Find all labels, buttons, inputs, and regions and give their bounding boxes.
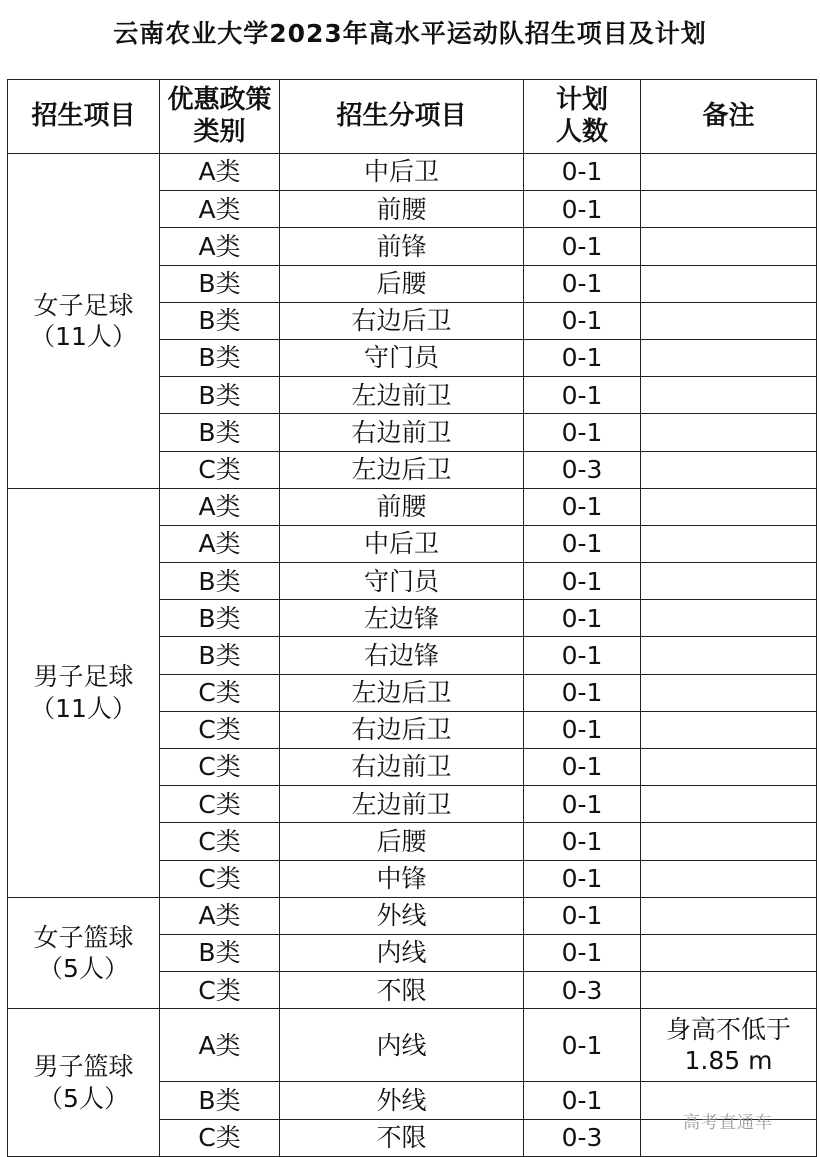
- note-cell: [641, 563, 817, 600]
- project-name: 女子足球: [33, 290, 134, 320]
- subproject-cell: 左边前卫: [280, 786, 524, 823]
- note-cell: [641, 191, 817, 228]
- plan-count-cell: 0-1: [524, 302, 641, 339]
- policy-category-cell: A类: [160, 897, 280, 934]
- policy-category-cell: C类: [160, 972, 280, 1009]
- header-plan: [524, 80, 641, 154]
- note-cell: [641, 265, 817, 302]
- subproject-cell: 前腰: [280, 191, 524, 228]
- note-cell: [641, 488, 817, 525]
- policy-category-cell: B类: [160, 637, 280, 674]
- note-cell: [641, 600, 817, 637]
- policy-category-cell: B类: [160, 600, 280, 637]
- subproject-cell: 左边锋: [280, 600, 524, 637]
- note-cell: [641, 228, 817, 265]
- plan-count-cell: 0-1: [524, 749, 641, 786]
- note-cell: [641, 154, 817, 191]
- plan-count-cell: 0-1: [524, 637, 641, 674]
- subproject-cell: 内线: [280, 934, 524, 971]
- plan-count-cell: 0-1: [524, 823, 641, 860]
- subproject-cell: 前腰: [280, 488, 524, 525]
- plan-count-cell: 0-3: [524, 972, 641, 1009]
- plan-count-cell: 0-1: [524, 1082, 641, 1119]
- note-text: 身高不低于1.85 m: [665, 1015, 791, 1076]
- policy-category-cell: B类: [160, 377, 280, 414]
- plan-count-cell: 0-1: [524, 154, 641, 191]
- subproject-cell: 右边后卫: [280, 711, 524, 748]
- subproject-cell: 中后卫: [280, 525, 524, 562]
- note-cell: [641, 414, 817, 451]
- note-cell: [641, 377, 817, 414]
- project-count: （5人）: [38, 954, 129, 984]
- note-cell: [641, 972, 817, 1009]
- plan-count-cell: 0-1: [524, 674, 641, 711]
- plan-count-cell: 0-1: [524, 711, 641, 748]
- policy-category-cell: B类: [160, 563, 280, 600]
- subproject-cell: 中锋: [280, 860, 524, 897]
- project-count: （11人）: [30, 693, 137, 723]
- policy-category-cell: B类: [160, 934, 280, 971]
- project-name: 女子篮球: [33, 922, 134, 952]
- table-row: [8, 897, 817, 934]
- header-policy-text: 优惠政策类别: [167, 85, 272, 147]
- subproject-cell: 前锋: [280, 228, 524, 265]
- table-row: [8, 1009, 817, 1082]
- plan-count-cell: 0-1: [524, 786, 641, 823]
- header-note: 备注: [641, 80, 817, 154]
- project-cell: [8, 897, 160, 1009]
- plan-count-cell: 0-1: [524, 860, 641, 897]
- subproject-cell: 左边后卫: [280, 674, 524, 711]
- plan-count-cell: 0-1: [524, 525, 641, 562]
- subproject-cell: 内线: [280, 1009, 524, 1082]
- subproject-cell: 右边后卫: [280, 302, 524, 339]
- note-cell: [641, 823, 817, 860]
- plan-count-cell: 0-1: [524, 265, 641, 302]
- note-cell: [641, 339, 817, 376]
- subproject-cell: 右边锋: [280, 637, 524, 674]
- project-count: （11人）: [30, 321, 137, 351]
- admission-plan-table: [7, 79, 817, 1157]
- policy-category-cell: A类: [160, 525, 280, 562]
- plan-count-cell: 0-1: [524, 563, 641, 600]
- project-name: 男子篮球: [33, 1052, 134, 1082]
- note-cell: [641, 786, 817, 823]
- policy-category-cell: C类: [160, 860, 280, 897]
- table-body: [8, 154, 817, 1157]
- header-policy: [160, 80, 280, 154]
- subproject-cell: 外线: [280, 897, 524, 934]
- plan-count-cell: 0-1: [524, 377, 641, 414]
- note-cell: [641, 302, 817, 339]
- subproject-cell: 守门员: [280, 339, 524, 376]
- note-cell: [641, 525, 817, 562]
- plan-count-cell: 0-3: [524, 1119, 641, 1156]
- policy-category-cell: B类: [160, 302, 280, 339]
- subproject-cell: 后腰: [280, 823, 524, 860]
- subproject-cell: 不限: [280, 1119, 524, 1156]
- policy-category-cell: A类: [160, 488, 280, 525]
- plan-count-cell: 0-1: [524, 339, 641, 376]
- subproject-cell: 左边前卫: [280, 377, 524, 414]
- subproject-cell: 右边前卫: [280, 414, 524, 451]
- plan-count-cell: 0-1: [524, 414, 641, 451]
- note-cell: [641, 711, 817, 748]
- policy-category-cell: B类: [160, 414, 280, 451]
- project-name: 男子足球: [33, 662, 134, 692]
- header-plan-text: 计划人数: [555, 85, 608, 147]
- project-count: （5人）: [38, 1083, 129, 1113]
- project-cell: [8, 154, 160, 489]
- policy-category-cell: A类: [160, 154, 280, 191]
- header-subproject: 招生分项目: [280, 80, 524, 154]
- policy-category-cell: A类: [160, 191, 280, 228]
- plan-count-cell: 0-1: [524, 488, 641, 525]
- page-title: 云南农业大学2023年高水平运动队招生项目及计划: [113, 19, 707, 48]
- subproject-cell: 右边前卫: [280, 749, 524, 786]
- plan-count-cell: 0-3: [524, 451, 641, 488]
- plan-count-cell: 0-1: [524, 897, 641, 934]
- table-row: [8, 488, 817, 525]
- policy-category-cell: C类: [160, 711, 280, 748]
- policy-category-cell: C类: [160, 786, 280, 823]
- policy-category-cell: B类: [160, 1082, 280, 1119]
- policy-category-cell: A类: [160, 1009, 280, 1082]
- note-cell: [641, 1009, 817, 1082]
- project-cell: [8, 488, 160, 897]
- policy-category-cell: C类: [160, 1119, 280, 1156]
- plan-count-cell: 0-1: [524, 600, 641, 637]
- plan-count-cell: 0-1: [524, 934, 641, 971]
- policy-category-cell: A类: [160, 228, 280, 265]
- note-cell: [641, 860, 817, 897]
- note-cell: [641, 674, 817, 711]
- note-cell: [641, 749, 817, 786]
- subproject-cell: 中后卫: [280, 154, 524, 191]
- table-row: [8, 154, 817, 191]
- watermark: 高考直通车: [683, 1113, 773, 1133]
- policy-category-cell: C类: [160, 823, 280, 860]
- subproject-cell: 后腰: [280, 265, 524, 302]
- policy-category-cell: B类: [160, 339, 280, 376]
- subproject-cell: 外线: [280, 1082, 524, 1119]
- note-cell: [641, 934, 817, 971]
- subproject-cell: 不限: [280, 972, 524, 1009]
- project-cell: [8, 1009, 160, 1156]
- policy-category-cell: C类: [160, 674, 280, 711]
- policy-category-cell: B类: [160, 265, 280, 302]
- note-cell: [641, 897, 817, 934]
- note-cell: [641, 451, 817, 488]
- plan-count-cell: 0-1: [524, 228, 641, 265]
- policy-category-cell: C类: [160, 451, 280, 488]
- header-project: 招生项目: [8, 80, 160, 154]
- policy-category-cell: C类: [160, 749, 280, 786]
- subproject-cell: 左边后卫: [280, 451, 524, 488]
- note-cell: [641, 637, 817, 674]
- subproject-cell: 守门员: [280, 563, 524, 600]
- table-header-row: [8, 80, 817, 154]
- plan-count-cell: 0-1: [524, 191, 641, 228]
- plan-count-cell: 0-1: [524, 1009, 641, 1082]
